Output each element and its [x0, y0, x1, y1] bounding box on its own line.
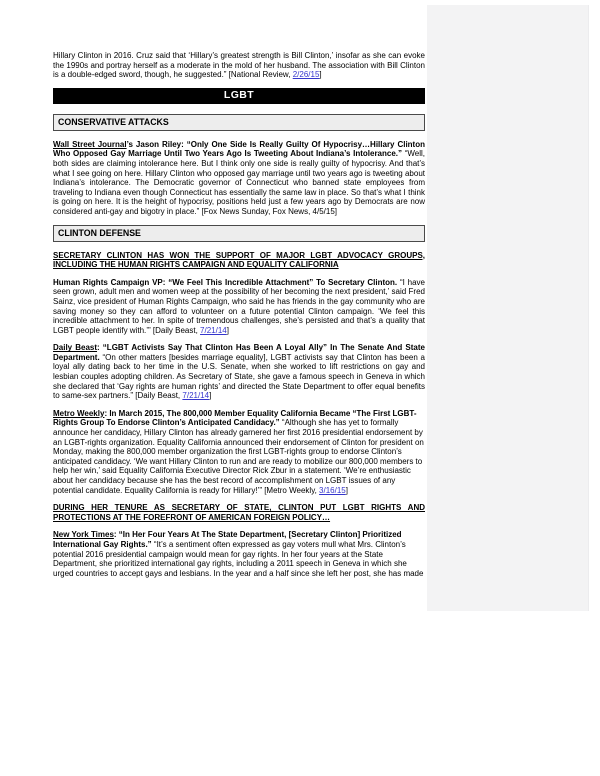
item-lead: New York Times: “In Her Four Years At The State Department, [Secretary Clinton] Prioritized International Gay Rights.”	[53, 530, 402, 549]
section-header-conservative-attacks: CONSERVATIVE ATTACKS	[53, 114, 425, 131]
research-item-daily-beast	[53, 343, 425, 401]
document-page	[53, 51, 425, 586]
citation-link-metro-weekly[interactable]: 3/16/15	[319, 485, 346, 495]
citation-link-national-review[interactable]: 2/26/15	[292, 70, 320, 80]
source-name: Metro Weekly	[53, 408, 105, 418]
subhead-foreign-policy: DURING HER TENURE AS SECRETARY OF STATE, CLINTON PUT LGBT RIGHTS AND PROTECTIONS AT THE FOREFRONT OF AMERICAN FOREIGN POLICY…	[53, 503, 425, 522]
citation-link-daily-beast-1[interactable]: 7/21/14	[200, 325, 227, 335]
item-lead: Daily Beast: “LGBT Activists Say That Clinton Has Been A Loyal Ally” In The Senate And State Department.	[53, 343, 425, 362]
citation-close: ]	[209, 391, 212, 401]
citation-link-daily-beast-2[interactable]: 7/21/14	[182, 391, 210, 401]
source-name: Wall Street Journal	[53, 139, 127, 149]
item-body: “I have seen grown, adult men and women weep at the possibility of her becoming the next president,’ said Fred Sainz, vice president of Human Rights Campaign, who said he has friends in the gay community who are saving money so they can afford to volunteer on a future potential Clinton campaign. ‘We feel this incredible attachment to her. In spite of tremendous challenges, she’s persisted and that’s a quality that LGBT people identify with.’” [Daily Beast,	[53, 277, 425, 335]
source-name: New York Times	[53, 530, 114, 540]
viewer-background-band	[427, 5, 589, 611]
lgbt-section-banner: LGBT	[53, 88, 425, 104]
item-lead: Wall Street Journal’s Jason Riley: “Only One Side Is Really Guilty Of Hypocrisy…Hillary Clinton Who Opposed Gay Marriage Until Two Years Ago Is Tweeting About Indiana’s Intolerance.”	[53, 139, 425, 159]
section-header-clinton-defense: CLINTON DEFENSE	[53, 225, 425, 242]
item-lead: Human Rights Campaign VP: “We Feel This Incredible Attachment” To Secretary Clinton.	[53, 277, 398, 287]
research-item-metro-weekly	[53, 409, 425, 495]
citation-close: ]	[319, 70, 322, 80]
intro-paragraph	[53, 51, 425, 80]
item-body: “Well, both sides are claiming intolerance here. But I think only one side is really guilty of hypocrisy. And that’s what I see going on here. Hillary Clinton who opposed gay marriage until two years ago is tweeting about Indiana’s intolerance. The Democratic governor of Connecticut who banned state employees from traveling to Indiana even though Connecticut has essentially the same law in place. So that’s what I think is going on here. It is the height of hypocrisy, positions held just a few years ago by Democrats are now considered anti-gay and bigotry in place.” [Fox News Sunday, Fox News, 4/5/15]	[53, 149, 425, 216]
research-item-hrc	[53, 278, 425, 336]
citation-close: ]	[226, 325, 229, 335]
subhead-lgbt-advocacy-support: SECRETARY CLINTON HAS WON THE SUPPORT OF MAJOR LGBT ADVOCACY GROUPS, INCLUDING THE HUMAN RIGHTS CAMPAIGN AND EQUALITY CALIFORNIA	[53, 250, 425, 270]
item-body: “Although she has yet to formally announce her candidacy, Hillary Clinton has already garnered her first 2016 presidential endorsement by an LGBT-rights organization. Equality California announced their endorsement of Clinton for president on Monday, making the 800,000 member organization the first LGBT-rights group to endorse Clinton’s anticipated candidacy. ‘We want Hillary Clinton to run and are ready to mobilize our 800,000 members to help her win,’ said Equality California Executive Director Rick Zbur in a statement. ‘We’re enthusiastic about her candidacy because she has the best record of accomplishment on LGBT issues of any potential candidate. Equality California is ready for Hillary!’” [Metro Weekly,	[53, 418, 424, 495]
item-body: “On other matters [besides marriage equality], LGBT activists say that Clinton has been a loyal ally dating back to her time in the U.S. Senate, when she worked to lift restrictions on gay and lesbian couples adopting children. As Secretary of State, she gave a famous speech in Geneva in which she declared that ‘Gay rights are human rights’ and directed the State Department to offer equal benefits to same-sex partners.” [Daily Beast,	[53, 352, 425, 401]
item-lead: Metro Weekly: In March 2015, The 800,000 Member Equality California Became “The First LGBT-Rights Group To Endorse Clinton’s Anticipated Candidacy.”	[53, 408, 417, 428]
research-item-nyt	[53, 530, 425, 578]
item-body: “It’s a sentiment often expressed as gay voters mull what Mrs. Clinton’s potential 2016 presidential campaign would mean for gay rights. In her four years at the State Department, she prioritized international gay rights, including a 2011 speech in Geneva in which she urged countries to accept gays and lesbians. In the year and a half since she left her post, she has made	[53, 539, 424, 578]
source-name: Daily Beast	[53, 343, 98, 353]
research-item-wsj	[53, 140, 425, 217]
intro-text: Hillary Clinton in 2016. Cruz said that ‘Hillary’s greatest strength is Bill Clinton,’ insofar as she can evoke the 1990s and portray herself as a moderate in the mold of her husband. The association with Bill Clinton is a double-edged sword, though, he suggested.” [National Review,	[53, 51, 425, 80]
citation-close: ]	[345, 485, 348, 495]
